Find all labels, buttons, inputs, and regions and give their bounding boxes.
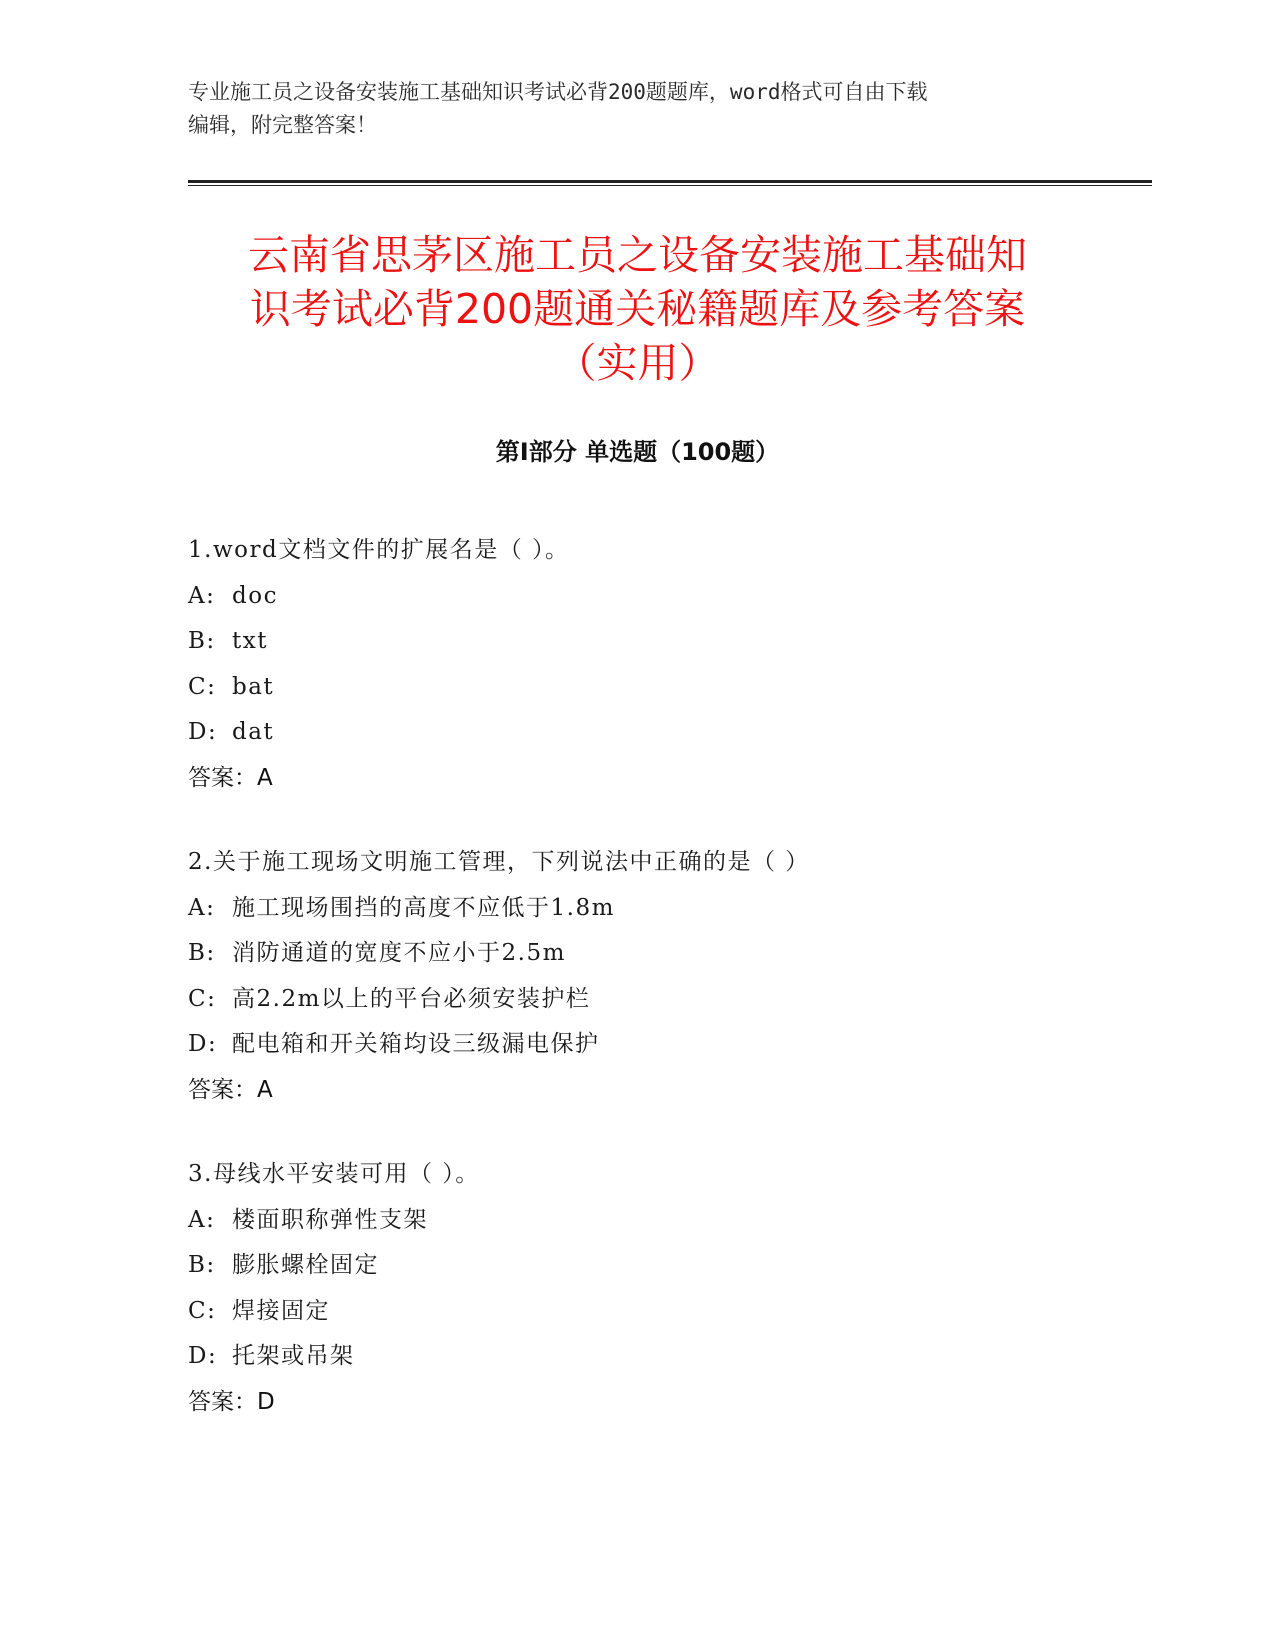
section-title: 第I部分 单选题（100题） (495, 438, 780, 466)
header-note (188, 76, 1088, 142)
answer: 答案：A (188, 1076, 273, 1103)
option-d (188, 1334, 1148, 1380)
header-note-line-2: 编辑，附完整答案！ (188, 113, 377, 137)
option-b (188, 619, 1148, 665)
option-text: 托架或吊架 (232, 1343, 355, 1369)
option-letter: D: (188, 1343, 218, 1369)
answer: 答案：A (188, 764, 273, 791)
option-c (188, 977, 1148, 1023)
option-text: 焊接固定 (232, 1297, 330, 1324)
option-a (188, 886, 1148, 932)
option-text: doc (232, 582, 278, 609)
question-2 (188, 840, 1148, 1113)
question-stem: 3.母线水平安装可用（ ）。 (188, 1161, 480, 1187)
question-list (188, 528, 1148, 1464)
header-note-line-1: 专业施工员之设备安装施工基础知识考试必背200题题库，word格式可自由下载 (188, 80, 928, 104)
option-letter: B: (188, 628, 216, 654)
question-stem: 1.word文档文件的扩展名是（ ）。 (188, 537, 570, 563)
option-letter: C: (188, 1297, 217, 1324)
option-d (188, 710, 1148, 756)
question-3 (188, 1152, 1148, 1425)
option-a (188, 574, 1148, 620)
option-letter: A: (188, 1206, 216, 1233)
option-d (188, 1022, 1148, 1068)
question-1 (188, 528, 1148, 801)
document-title-line-2: 识考试必背200题通关秘籍题库及参考答案 (249, 285, 1026, 333)
option-letter: C: (188, 673, 217, 700)
option-letter: B: (188, 940, 216, 966)
option-c (188, 665, 1148, 711)
option-text: 膨胀螺栓固定 (232, 1252, 379, 1278)
option-text: 楼面职称弹性支架 (232, 1206, 428, 1233)
option-c (188, 1289, 1148, 1335)
option-letter: A: (188, 582, 216, 609)
option-text: 消防通道的宽度不应小于2.5m (232, 940, 566, 966)
header-rule-thick (188, 180, 1152, 183)
header-rule-thin (188, 185, 1152, 186)
option-text: 高2.2m以上的平台必须安装护栏 (232, 985, 591, 1012)
option-text: bat (232, 673, 275, 700)
answer: 答案：D (188, 1388, 275, 1415)
option-letter: A: (188, 894, 216, 921)
option-letter: B: (188, 1252, 216, 1278)
option-b (188, 1243, 1148, 1289)
option-text: txt (232, 628, 268, 654)
option-text: 配电箱和开关箱均设三级漏电保护 (232, 1031, 600, 1057)
document-title-line-1: 云南省思茅区施工员之设备安装施工基础知 (248, 231, 1027, 279)
option-letter: D: (188, 1031, 218, 1057)
option-text: dat (232, 719, 275, 745)
document-title-line-3: （实用） (555, 339, 720, 387)
option-text: 施工现场围挡的高度不应低于1.8m (232, 894, 615, 921)
question-stem: 2.关于施工现场文明施工管理，下列说法中正确的是（ ） (188, 849, 810, 875)
option-b (188, 931, 1148, 977)
option-a (188, 1198, 1148, 1244)
document-title (150, 228, 1125, 390)
option-letter: D: (188, 719, 218, 745)
option-letter: C: (188, 985, 217, 1012)
